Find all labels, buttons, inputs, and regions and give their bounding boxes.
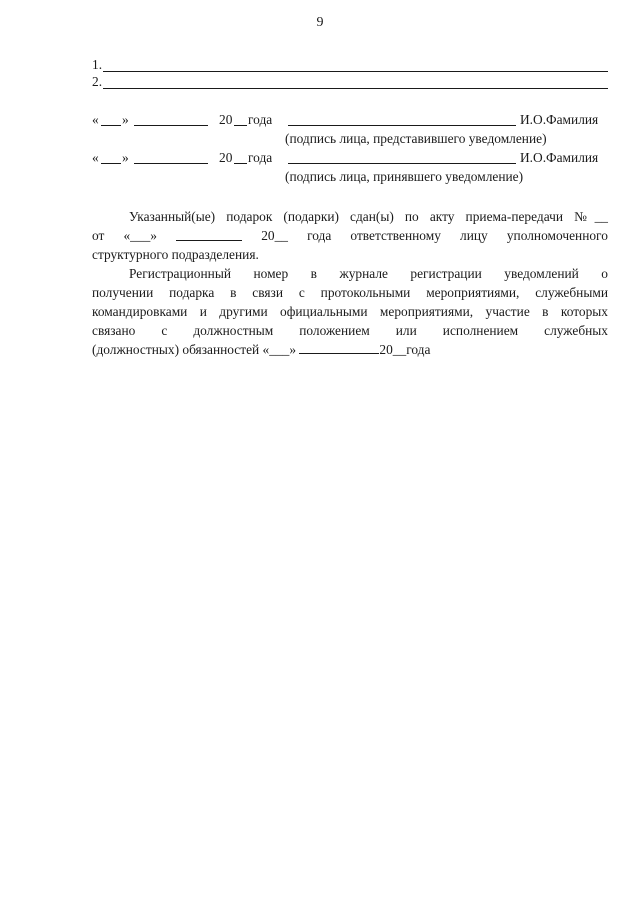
signature-row-1 (92, 112, 608, 128)
year-blank (234, 112, 247, 126)
year-prefix: 20 (219, 112, 233, 127)
open-quote: « (92, 150, 99, 165)
signer-name: И.О.Фамилия (520, 112, 599, 127)
paragraph-line: структурного подразделения. (92, 247, 259, 262)
numbered-line-label: 2. (92, 74, 103, 89)
paragraph-line (92, 226, 608, 245)
month-blank (176, 228, 242, 241)
paragraph-line (92, 340, 608, 359)
year-word: года (248, 112, 273, 127)
blank-line (103, 76, 608, 89)
signature-caption-1: (подпись лица, представившего уведомление) (285, 131, 547, 146)
paragraph-line: Регистрационный номер в журнале регистрации уведомлений о (129, 266, 608, 281)
paragraph-text: (должностных) обязанностей «___» (92, 342, 297, 357)
paragraph-line: командировками и другими официальными мероприятиями, участие в которых (92, 304, 608, 319)
page-number: 9 (316, 15, 324, 30)
day-blank (101, 150, 121, 164)
month-blank (134, 150, 208, 164)
paragraph-line: получении подарка в связи с протокольными мероприятиями, служебными (92, 285, 608, 300)
year-blank (234, 150, 247, 164)
month-blank (134, 112, 208, 126)
close-quote: » (122, 112, 129, 127)
year-word: года (248, 150, 273, 165)
year-text: 20__года (379, 342, 431, 357)
word: «___» (123, 228, 157, 243)
signature-blank (288, 112, 516, 126)
signature-blank (288, 150, 516, 164)
word: лицу (460, 228, 488, 243)
signature-row-2 (92, 150, 608, 166)
word: от (92, 228, 105, 243)
signature-caption-2: (подпись лица, принявшего уведомление) (285, 169, 524, 184)
numbered-line-label: 1. (92, 57, 103, 72)
paragraph-registration (92, 264, 608, 359)
close-quote: » (122, 150, 129, 165)
open-quote: « (92, 112, 99, 127)
word: уполномоченного (506, 228, 608, 243)
word: года (307, 228, 332, 243)
blank-line (103, 59, 608, 72)
numbered-line-1 (92, 56, 608, 72)
year-prefix: 20 (219, 150, 233, 165)
word: 20__ (261, 228, 288, 243)
paragraph-transfer (92, 207, 608, 264)
day-blank (101, 112, 121, 126)
numbered-line-2 (92, 73, 608, 89)
paragraph-line: Указанный(ые) подарок (подарки) сдан(ы) по акту приема-передачи №__ (129, 209, 608, 224)
word: ответственному (350, 228, 441, 243)
month-blank (299, 341, 379, 354)
paragraph-line: связано с должностным положением или исполнением служебных (92, 323, 608, 338)
signer-name: И.О.Фамилия (520, 150, 599, 165)
